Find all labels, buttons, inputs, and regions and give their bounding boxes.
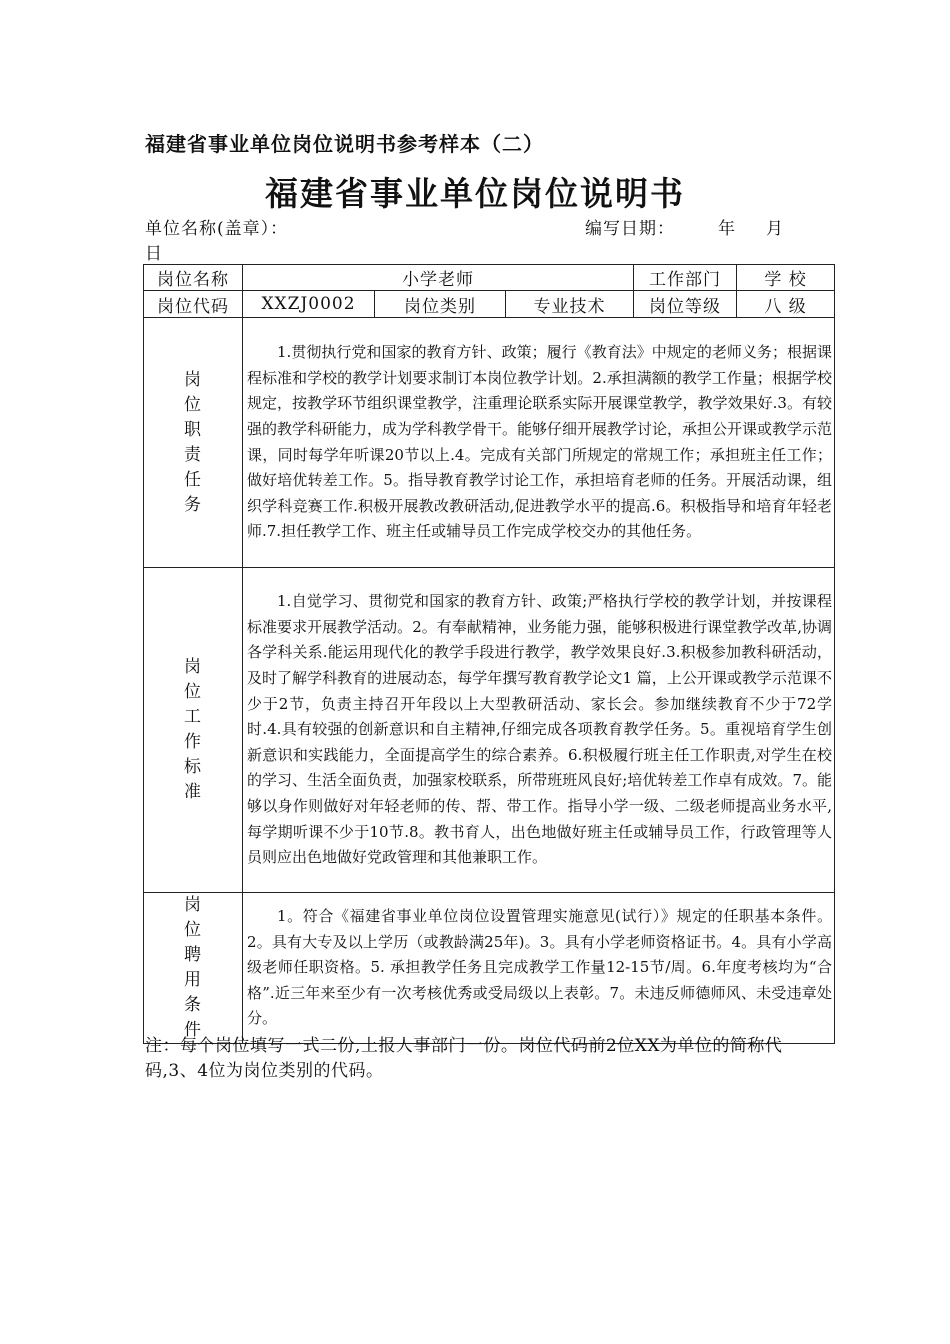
standards-text: 1.自觉学习、贯彻党和国家的教育方针、政策;严格执行学校的教学计划，并按课程标准要求开展教学活动。2。有奉献精神，业务能力强，能够积极进行课堂教学改革,协调各学科关系.能运用现代化的教学手段进行教学，教学效果良好.3.积极参加教科研活动，及时了解学科教育的进展动态，每学年撰写教育教学论文1 篇，上公开课或教学示范课不少于2节，负责主持召开年段以上大型教研活动、家长会。参加继续教育不少于72学时.4.具有较强的创新意识和自主精神,仔细完成各项教育教学任务。5。重视培育学生创新意识和实践能力，全面提高学生的综合素养。6.积极履行班主任工作职责,对学生在校的学习、生活全面负责，加强家校联系，所带班班风良好;培优转差工作卓有成效。7。能够以身作则做好对年轻老师的传、帮、带工作。指导小学一级、二级老师提高业务水平,每学期听课不少于10节.8。教书育人，出色地做好班主任或辅导员工作，行政管理等人员则应出色地做好党政管理和其他兼职工作。 [243,568,835,893]
unit-name-label: 单位名称(盖章）： [145,219,289,239]
duties-label-line-3: 任务 [184,469,202,515]
standards-label-line-1: 岗位 [184,657,202,702]
date-label: 编写日期： [585,219,675,239]
position-grade-value: 八 级 [737,291,835,318]
footnote: 注：每个岗位填写一式二份,上报人事部门一份。岗位代码前2位XX为单位的简称代码,3、4位为岗位类别的代码。 [145,1036,783,1081]
duties-text: 1.贯彻执行党和国家的教育方针、政策；履行《教育法》中规定的老师义务；根据课程标准和学校的教学计划要求制订本岗位教学计划。2.承担满额的教学工作量；根据学校规定，按教学环节组织课堂教学，注重理论联系实际开展课堂教学，教学效果好.3。有较强的教学科研能力，成为学科教学骨干。能够仔细开展教学讨论，承担公开课或教学示范课，同时每学年听课20节以上.4。完成有关部门所规定的常规工作；承担班主任工作；做好培优转差工作。5。指导教育教学讨论工作，承担培育老师的任务。开展活动课，组织学科竞赛工作.积极开展教改教研活动,促进教学水平的提高.6。积极指导和培育年轻老师.7.担任教学工作、班主任或辅导员工作完成学校交办的其他任务。 [243,318,835,568]
table-row-position-name [144,265,835,291]
duties-label-line-1: 岗位 [184,369,202,415]
duties-label-line-2: 职责 [184,419,202,465]
requirements-label-line-2: 聘用 [184,945,202,990]
position-category-value: 专业技术 [506,291,634,318]
document-title: 福建省事业单位岗位说明书 [265,174,685,213]
month-label: 月 [766,219,784,239]
position-name-value: 小学老师 [243,265,634,291]
duties-label [144,318,243,568]
position-grade-label: 岗位等级 [634,291,737,318]
position-name-label: 岗位名称 [144,265,243,291]
standards-label [144,568,243,893]
year-label: 年 [718,219,736,239]
requirements-label [144,893,243,1044]
day-label: 日 [145,244,163,264]
table-row-standards [144,568,835,893]
department-value: 学 校 [737,265,835,291]
position-code-value: XXZJ0002 [243,291,375,318]
standards-label-line-3: 标准 [184,757,202,802]
department-label: 工作部门 [634,265,737,291]
position-code-label: 岗位代码 [144,291,243,318]
position-category-label: 岗位类别 [375,291,506,318]
document-subtitle: 福建省事业单位岗位说明书参考样本（二） [145,132,544,156]
table-row-duties [144,318,835,568]
requirements-text: 1。符合《福建省事业单位岗位设置管理实施意见(试行）》规定的任职基本条件。 2。具有大专及以上学历（或教龄满25年)。3。具有小学老师资格证书。4。具有小学高级老师任职资格。5. 承担教学任务且完成教学工作量12-15节/周。6.年度考核均为“合格”.近三年来至少有一次考核优秀或受局级以上表彰。7。未违反师德师风、未受违章处分。 [243,893,835,1044]
table-row-position-code [144,291,835,318]
position-description-table [143,264,835,1044]
table-row-requirements [144,893,835,1044]
requirements-label-line-3: 条件 [184,995,202,1040]
standards-label-line-2: 工作 [184,707,202,752]
requirements-label-line-1: 岗位 [184,895,202,940]
